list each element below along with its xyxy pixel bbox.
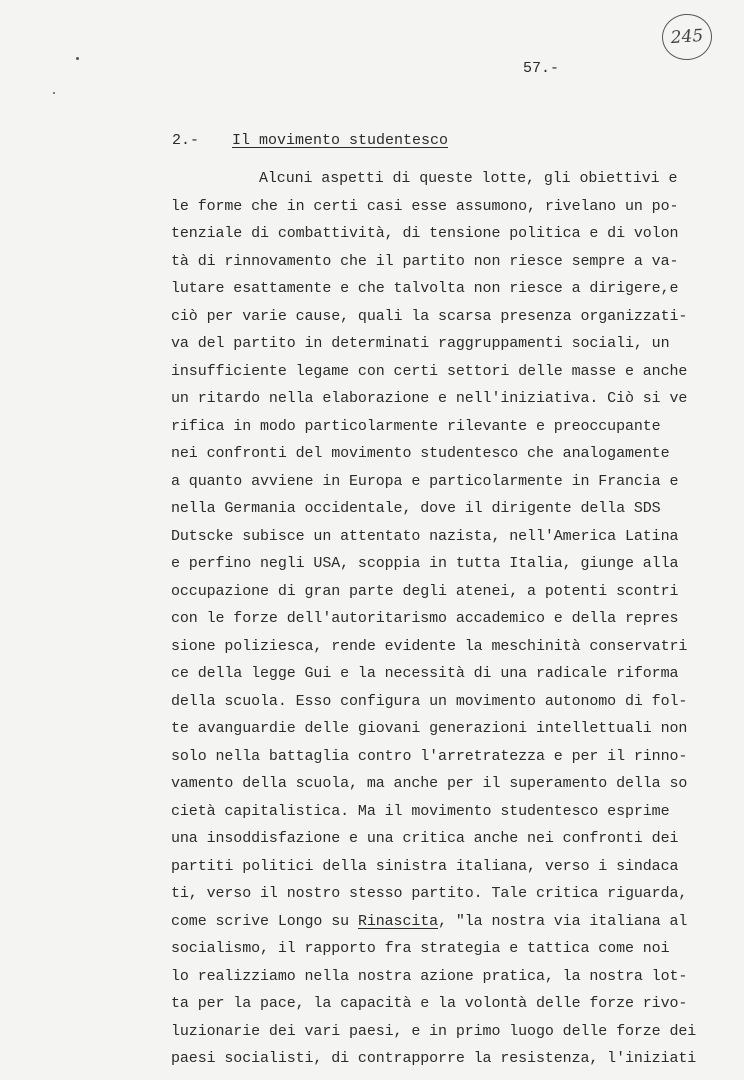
body-text — [171, 165, 711, 1073]
section-number: 2.- — [172, 132, 200, 149]
text-line: ta per la pace, la capacità e la volontà delle forze rivo- — [171, 995, 688, 1012]
text-line: una insoddisfazione e una critica anche nei confronti dei — [171, 830, 679, 847]
text-line: luzionarie dei vari paesi, e in primo luogo delle forze dei — [171, 1022, 697, 1040]
section-title: Il movimento studentesco — [232, 132, 449, 149]
text-line: tà di rinnovamento che il partito non riesce sempre a va- — [171, 252, 679, 270]
scan-speck — [53, 92, 55, 94]
text-line: con le forze dell'autoritarismo accademico e della repres — [171, 610, 679, 627]
text-line: socialismo, il rapporto fra strategia e tattica come noi — [171, 940, 670, 957]
text-line: ti, verso il nostro stesso partito. Tale critica riguarda, — [171, 885, 688, 902]
text-line: e perfino negli USA, scoppia in tutta Italia, giunge alla — [171, 555, 679, 572]
text-line: nei confronti del movimento studentesco che analogamente — [171, 445, 670, 462]
text-line: tenziale di combattività, di tensione politica e di volon — [171, 225, 679, 242]
text-line: Dutscke subisce un attentato nazista, nell'America Latina — [171, 527, 679, 545]
text-line: ciò per varie cause, quali la scarsa presenza organizzati- — [171, 307, 688, 325]
journal-title: Rinascita — [357, 912, 439, 930]
text-line: le forme che in certi casi esse assumono, rivelano un po- — [171, 197, 679, 215]
text-line: vamento della scuola, ma anche per il superamento della so — [171, 775, 688, 792]
text-line: lo realizziamo nella nostra azione pratica, la nostra lot- — [171, 967, 688, 985]
archive-stamp — [660, 12, 713, 61]
text-line: rifica in modo particolarmente rilevante e preoccupante — [171, 417, 661, 435]
text-line: un ritardo nella elaborazione e nell'iniziativa. Ciò si ve — [171, 390, 688, 407]
text-line: della scuola. Esso configura un movimento autonomo di fol- — [171, 692, 688, 710]
text-line: a quanto avviene in Europa e particolarmente in Francia e — [171, 472, 679, 490]
text-line: nella Germania occidentale, dove il dirigente della SDS — [171, 500, 661, 517]
text-line: occupazione di gran parte degli atenei, a potenti scontri — [171, 582, 679, 600]
text-line: te avanguardie delle giovani generazioni intellettuali non — [171, 720, 688, 737]
text-line: insufficiente legame con certi settori delle masse e anche — [171, 362, 688, 380]
text-line: sione poliziesca, rende evidente la meschinità conservatri — [171, 637, 688, 655]
text-line: come scrive Longo su Rinascita, "la nostra via italiana al — [171, 912, 688, 930]
text-line: va del partito in determinati raggruppamenti sociali, un — [171, 335, 670, 352]
text-line: paesi socialisti, di contrapporre la resistenza, l'iniziati — [171, 1050, 697, 1067]
text-line: partiti politici della sinistra italiana, verso i sindaca — [171, 857, 679, 875]
text-line: cietà capitalistica. Ma il movimento studentesco esprime — [171, 802, 670, 820]
text-line: Alcuni aspetti di queste lotte, gli obiettivi e — [259, 170, 678, 187]
text-line: solo nella battaglia contro l'arretratezza e per il rinno- — [171, 747, 688, 765]
scan-speck — [76, 57, 79, 60]
text-line: ce della legge Gui e la necessità di una radicale riforma — [171, 665, 679, 682]
archive-stamp-number: 245 — [670, 25, 704, 49]
text-line: lutare esattamente e che talvolta non riesce a dirigere,e — [171, 280, 679, 297]
section-heading — [172, 132, 448, 149]
page-number: 57.- — [523, 60, 560, 77]
